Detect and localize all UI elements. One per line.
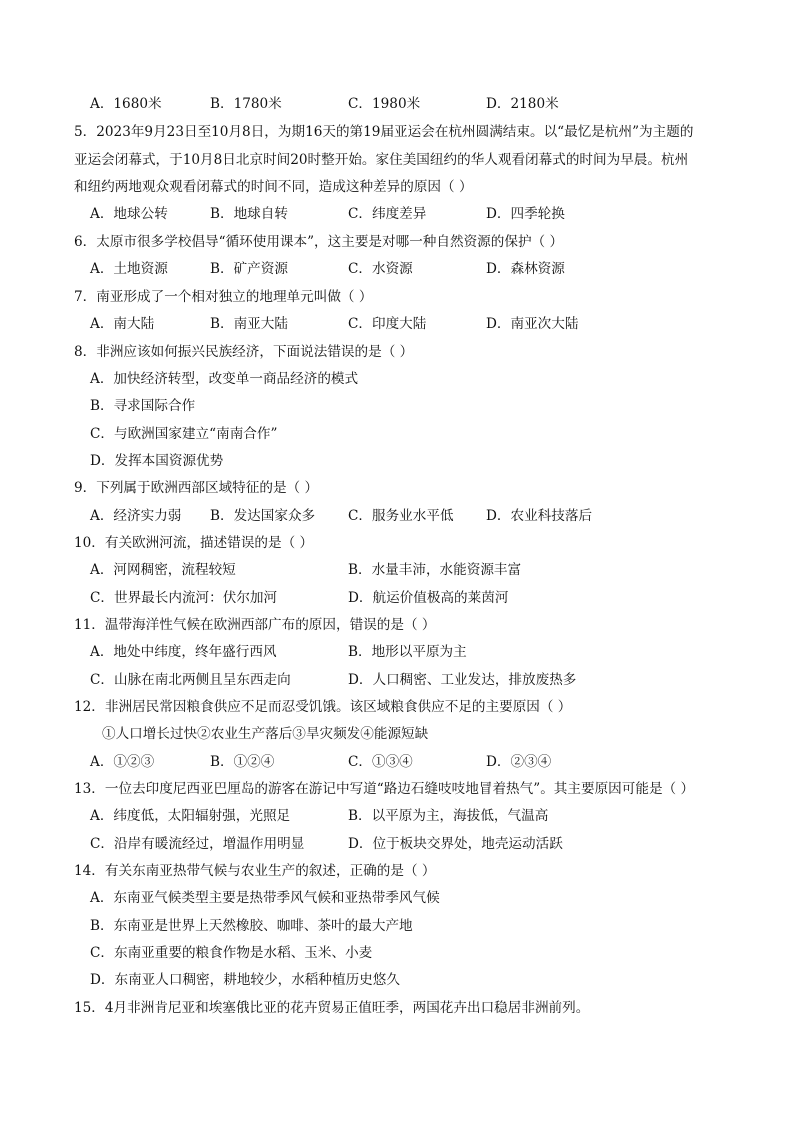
q4-option-b[interactable]: B．1780米 [210, 96, 282, 112]
q12-stem: 12．非洲居民常因粮食供应不足而忍受饥饿。该区域粮食供应不足的主要原因（ ） [74, 699, 572, 715]
q7-option-a[interactable]: A．南大陆 [90, 316, 155, 332]
q10-option-c[interactable]: C．世界最长内流河：伏尔加河 [90, 590, 278, 606]
q14-stem: 14．有关东南亚热带气候与农业生产的叙述，正确的是（ ） [74, 863, 436, 879]
q13-option-c[interactable]: C．沿岸有暖流经过，增温作用明显 [90, 836, 305, 852]
q9-option-d[interactable]: D．农业科技落后 [486, 508, 593, 524]
q14-option-b[interactable]: B．东南亚是世界上天然橡胶、咖啡、茶叶的最大产地 [90, 918, 413, 934]
q10-stem: 10．有关欧洲河流，描述错误的是（ ） [74, 535, 314, 551]
q7-option-b[interactable]: B．南亚大陆 [210, 316, 288, 332]
q10-options-row1 [90, 560, 724, 580]
q12-option-a[interactable]: A．①②③ [90, 754, 155, 770]
q14-option-c[interactable]: C．东南亚重要的粮食作物是水稻、玉米、小麦 [90, 945, 373, 961]
q9-options [90, 506, 724, 526]
q9-stem: 9．下列属于欧洲西部区域特征的是（ ） [74, 480, 319, 496]
q15-stem: 15．4月非洲肯尼亚和埃塞俄比亚的花卉贸易正值旺季，两国花卉出口稳居非洲前列。 [74, 1000, 590, 1016]
q11-option-b[interactable]: B．地形以平原为主 [348, 644, 467, 660]
q8-option-d[interactable]: D．发挥本国资源优势 [90, 453, 224, 469]
q5-stem-line3: 和纽约两地观众观看闭幕式的时间不同，造成这种差异的原因（ ） [74, 179, 473, 195]
q9-option-a[interactable]: A．经济实力弱 [90, 508, 182, 524]
q6-option-b[interactable]: B．矿产资源 [210, 261, 288, 277]
q13-options-row1 [90, 806, 724, 826]
q5-options [90, 204, 724, 224]
q8-option-c[interactable]: C．与欧洲国家建立“南南合作” [90, 426, 278, 442]
q9-option-c[interactable]: C．服务业水平低 [348, 508, 454, 524]
q11-option-a[interactable]: A．地处中纬度，终年盛行西风 [90, 644, 277, 660]
q4-option-d[interactable]: D．2180米 [486, 96, 559, 112]
q11-option-d[interactable]: D．人口稠密、工业发达，排放废热多 [348, 672, 577, 688]
q11-options-row2 [90, 670, 724, 690]
q5-option-c[interactable]: C．纬度差异 [348, 206, 427, 222]
q4-option-a[interactable]: A．1680米 [90, 96, 162, 112]
q5-option-b[interactable]: B．地球自转 [210, 206, 288, 222]
q6-option-a[interactable]: A．土地资源 [90, 261, 168, 277]
q7-options [90, 314, 724, 334]
q6-option-d[interactable]: D．森林资源 [486, 261, 565, 277]
q10-option-b[interactable]: B．水量丰沛，水能资源丰富 [348, 562, 522, 578]
q7-stem: 7．南亚形成了一个相对独立的地理单元叫做（ ） [74, 289, 373, 305]
q12-option-b[interactable]: B．①②④ [210, 754, 275, 770]
q10-options-row2 [90, 588, 724, 608]
q13-options-row2 [90, 834, 724, 854]
q7-option-d[interactable]: D．南亚次大陆 [486, 316, 579, 332]
q6-stem: 6．太原市很多学校倡导“循环使用课本”，这主要是对哪一种自然资源的保护（ ） [74, 234, 564, 250]
q8-option-a[interactable]: A．加快经济转型，改变单一商品经济的模式 [90, 371, 359, 387]
q12-option-c[interactable]: C．①③④ [348, 754, 413, 770]
q12-option-d[interactable]: D．②③④ [486, 754, 552, 770]
q9-option-b[interactable]: B．发达国家众多 [210, 508, 316, 524]
q6-options [90, 259, 724, 279]
q12-options [90, 752, 724, 772]
q13-stem: 13．一位去印度尼西亚巴厘岛的游客在游记中写道“路边石缝吱吱地冒着热气”。其主要原因可能是（ ） [74, 781, 695, 797]
q13-option-d[interactable]: D．位于板块交界处，地壳运动活跃 [348, 836, 563, 852]
q8-option-b[interactable]: B．寻求国际合作 [90, 398, 196, 414]
q4-options [90, 94, 724, 114]
q5-stem-line2: 亚运会闭幕式，于10月8日北京时间20时整开始。家住美国纽约的华人观看闭幕式的时间为早晨。杭州 [74, 152, 689, 168]
q12-items: ①人口增长过快②农业生产落后③旱灾频发④能源短缺 [102, 726, 429, 742]
q11-options-row1 [90, 642, 724, 662]
q8-stem: 8．非洲应该如何振兴民族经济，下面说法错误的是（ ） [74, 344, 414, 360]
q10-option-a[interactable]: A．河网稠密，流程较短 [90, 562, 236, 578]
q10-option-d[interactable]: D．航运价值极高的莱茵河 [348, 590, 509, 606]
q5-stem-line1: 5．2023年9月23日至10月8日，为期16天的第19届亚运会在杭州圆满结束。以“最忆是杭州”为主题的 [74, 124, 694, 140]
q13-option-b[interactable]: B．以平原为主，海拔低，气温高 [348, 808, 549, 824]
q14-option-d[interactable]: D．东南亚人口稠密，耕地较少，水稻种植历史悠久 [90, 972, 400, 988]
q5-option-a[interactable]: A．地球公转 [90, 206, 168, 222]
q11-option-c[interactable]: C．山脉在南北两侧且呈东西走向 [90, 672, 291, 688]
q5-option-d[interactable]: D．四季轮换 [486, 206, 565, 222]
q6-option-c[interactable]: C．水资源 [348, 261, 413, 277]
q4-option-c[interactable]: C．1980米 [348, 96, 421, 112]
q14-option-a[interactable]: A．东南亚气候类型主要是热带季风气候和亚热带季风气候 [90, 890, 440, 906]
q7-option-c[interactable]: C．印度大陆 [348, 316, 427, 332]
q13-option-a[interactable]: A．纬度低，太阳辐射强，光照足 [90, 808, 291, 824]
q11-stem: 11．温带海洋性气候在欧洲西部广布的原因，错误的是（ ） [74, 617, 436, 633]
